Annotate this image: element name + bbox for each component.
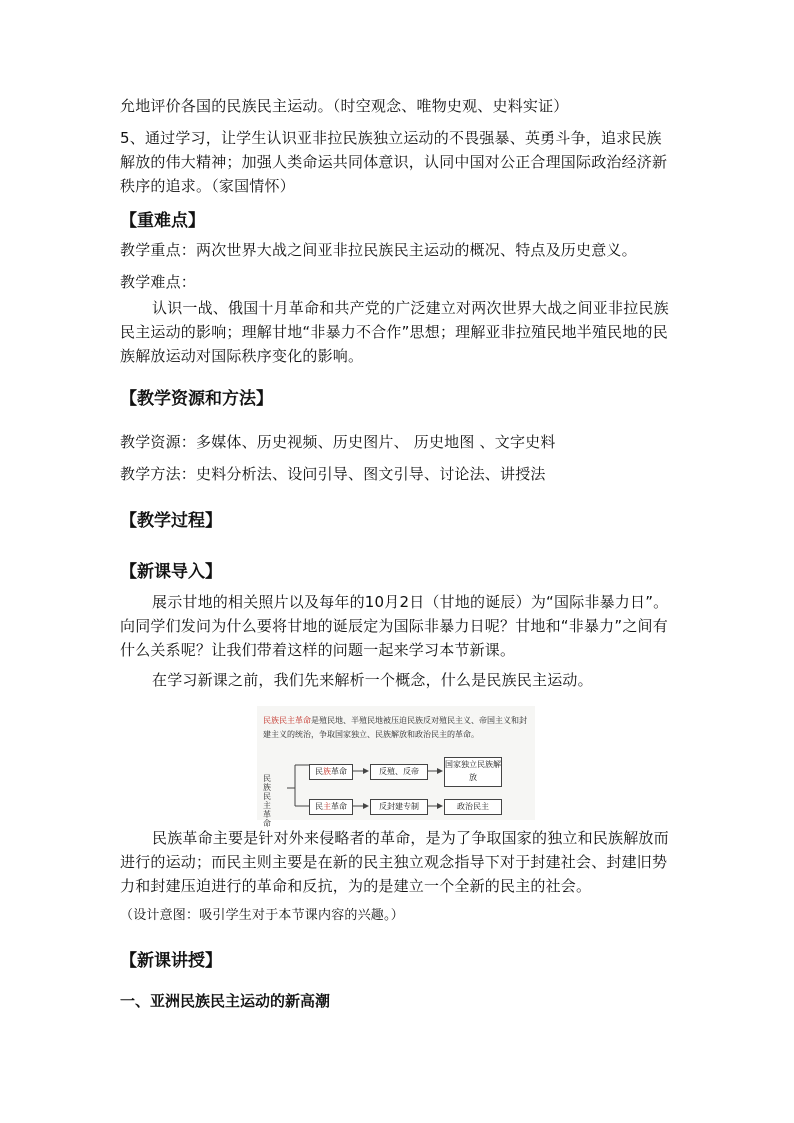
paragraph-design-intent: （设计意图：吸引学生对于本节课内容的兴趣。） bbox=[120, 908, 404, 923]
heading-teaching-process: 【教学过程】 bbox=[120, 511, 222, 531]
heading-key-points: 【重难点】 bbox=[120, 211, 205, 231]
concept-diagram bbox=[257, 706, 535, 828]
box-democratic-revolution: 民主革命 bbox=[309, 799, 353, 815]
paragraph-key-focus: 教学重点：两次世界大战之间亚非拉民族民主运动的概况、特点及历史意义。 bbox=[120, 241, 637, 259]
paragraph-key-difficulty: 认识一战、俄国十月革命和共产党的广泛建立对两次世界大战之间亚非拉民族民主运动的影响；理解甘地“非暴力不合作”思想；理解亚非拉殖民地半殖民地的民族解放运动对国际秩序变化的影响。 bbox=[120, 299, 669, 365]
paragraph-intro: 展示甘地的相关照片以及每年的10月2日（甘地的诞辰）为“国际非暴力日”。向同学们发问为什么要将甘地的诞辰定为国际非暴力日呢？甘地和“非暴力”之间有什么关系呢？让我们带着这样的问题一起来学习本节新课。 bbox=[120, 593, 669, 659]
root-label: 民族民主革命 bbox=[263, 774, 271, 828]
box-anti-feudal: 反封建专制 bbox=[370, 799, 428, 815]
box-anti-colonial: 反殖、反帝 bbox=[370, 764, 428, 780]
definition-text: 是殖民地、半殖民地被压迫民族反对殖民主义、帝国主义和封建主义的统治，争取国家独立、民族解放和政治民主的革命。 bbox=[263, 716, 527, 739]
definition-term: 民族民主革命 bbox=[263, 716, 311, 725]
box-political-democracy: 政治民主 bbox=[444, 799, 502, 815]
paragraph-concept: 在学习新课之前，我们先来解析一个概念，什么是民族民主运动。 bbox=[152, 671, 593, 689]
paragraph-objective-5: 5、通过学习，让学生认识亚非拉民族独立运动的不畏强暴、英勇斗争，追求民族解放的伟大精神；加强人类命运共同体意识，认同中国对公正合理国际政治经济新秩序的追求。（家国情怀） bbox=[120, 129, 668, 195]
heading-section-1: 一、亚洲民族民主运动的新高潮 bbox=[120, 992, 331, 1010]
paragraph-methods: 教学方法：史料分析法、设问引导、图文引导、讨论法、讲授法 bbox=[120, 465, 546, 483]
paragraph-explanation: 民族革命主要是针对外来侵略者的革命，是为了争取国家的独立和民族解放而进行的运动；而民主则主要是在新的民主独立观念指导下对于封建社会、封建旧势力和封建压迫进行的革命和反抗，为的是建立一个全新的民主的社会。 bbox=[120, 829, 669, 895]
heading-resources-methods: 【教学资源和方法】 bbox=[120, 389, 273, 409]
paragraph-objective-4-tail: 允地评价各国的民族民主运动。（时空观念、唯物史观、史料实证） bbox=[120, 97, 569, 115]
heading-new-lesson: 【新课讲授】 bbox=[120, 951, 222, 971]
paragraph-resources: 教学资源：多媒体、历史视频、历史图片、 历史地图 、文字史料 bbox=[120, 433, 556, 451]
box-independence: 国家独立民族解放 bbox=[444, 757, 502, 787]
paragraph-key-difficulty-label: 教学难点： bbox=[120, 273, 197, 291]
box-national-revolution: 民族革命 bbox=[309, 764, 353, 780]
heading-lesson-intro: 【新课导入】 bbox=[120, 562, 222, 582]
